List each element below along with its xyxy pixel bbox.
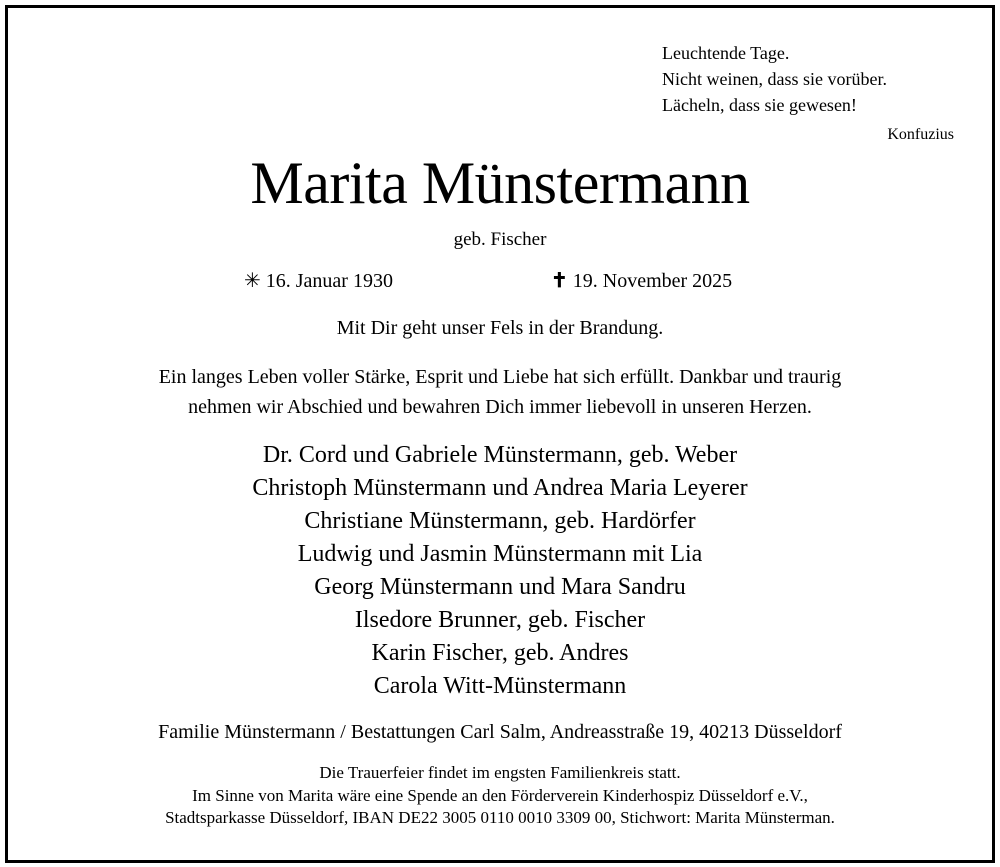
deceased-name: Marita Münstermann: [250, 150, 750, 216]
poem-line: Lächeln, dass sie gewesen!: [662, 95, 857, 115]
poem-author: Konfuzius: [887, 126, 954, 143]
birth-star-icon: ✳: [244, 270, 261, 292]
death-date-line: [551, 268, 732, 293]
birth-date: 16. Januar 1930: [265, 270, 393, 292]
poem-line: Leuchtende Tage.: [662, 43, 790, 63]
footer-line: Die Trauerfeier findet im engsten Familienkreis statt.: [319, 763, 681, 782]
cross-icon: ✝: [551, 270, 568, 292]
death-date: 19. November 2025: [572, 270, 733, 292]
mourner: Ludwig und Jasmin Münstermann mit Lia: [297, 541, 703, 567]
mourner: Carola Witt-Münstermann: [373, 673, 627, 699]
footer-line: Stadtsparkasse Düsseldorf, IBAN DE22 3005 0110 0010 3309 00, Stichwort: Marita Münsterman.: [165, 808, 835, 827]
mourner: Dr. Cord und Gabriele Münstermann, geb. Weber: [262, 442, 738, 468]
poem-line: Nicht weinen, dass sie vorüber.: [662, 69, 887, 89]
motto: Mit Dir geht unser Fels in der Brandung.: [336, 317, 664, 339]
mourner: Karin Fischer, geb. Andres: [371, 640, 629, 666]
mourner: Georg Münstermann und Mara Sandru: [314, 574, 686, 600]
mourner: Ilsedore Brunner, geb. Fischer: [354, 607, 646, 633]
maiden-name: geb. Fischer: [453, 229, 547, 250]
farewell-text: [0, 362, 1000, 422]
poem: [662, 40, 887, 118]
birth-date-line: [244, 268, 393, 293]
contact-address: Familie Münstermann / Bestattungen Carl Salm, Andreasstraße 19, 40213 Düsseldorf: [158, 721, 842, 743]
farewell-text-line: nehmen wir Abschied und bewahren Dich immer liebevoll in unseren Herzen.: [188, 396, 812, 418]
mourner: Christiane Münstermann, geb. Hardörfer: [304, 508, 696, 534]
footer-notes: [0, 762, 1000, 830]
mourner: Christoph Münstermann und Andrea Maria Leyerer: [252, 475, 748, 501]
footer-line: Im Sinne von Marita wäre eine Spende an den Förderverein Kinderhospiz Düsseldorf e.V.,: [192, 785, 808, 805]
farewell-text-line: Ein langes Leben voller Stärke, Esprit und Liebe hat sich erfüllt. Dankbar und traurig: [158, 366, 842, 388]
mourners-list: [0, 439, 1000, 703]
